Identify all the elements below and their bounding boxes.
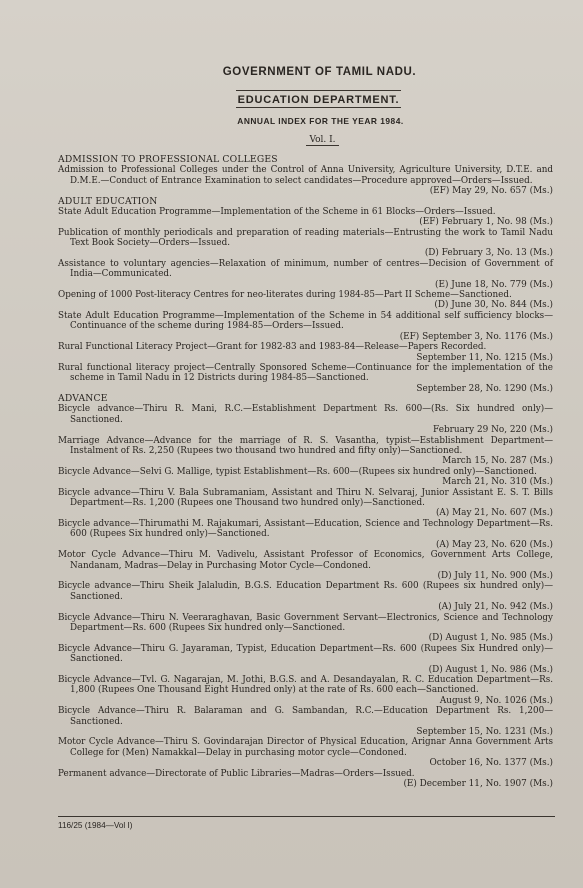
index-entry	[58, 290, 553, 300]
entry-reference: September 15, No. 1231 (Ms.)	[416, 727, 553, 738]
page-footer	[58, 816, 555, 830]
index-entry	[58, 581, 553, 602]
volume-label: Vol. I.	[306, 135, 338, 146]
entry-text: Publication of monthly periodicals and preparation of reading materials—Entrusting the work to Tamil Nadu Text Book Society—Orders—Issued.	[58, 227, 553, 249]
entry-text: State Adult Education Programme—Implementation of the Scheme in 54 additional self sufficiency blocks—Continuance of the scheme during 1984-85—Orders—Issued.	[58, 310, 553, 332]
entry-reference: March 21, No. 310 (Ms.)	[442, 477, 553, 488]
entry-reference: (EF) September 3, No. 1176 (Ms.)	[399, 331, 553, 342]
entry-reference: (A) May 21, No. 607 (Ms.)	[435, 508, 553, 519]
entry-reference: (E) June 18, No. 779 (Ms.)	[435, 279, 553, 290]
index-entry	[58, 363, 553, 384]
entry-text: Bicycle advance—Thirumathi M. Rajakumari, Assistant—Education, Science and Technology Department—Rs. 600 (Rupees Six hundred only)—Sanctioned.	[58, 518, 553, 540]
index-entry	[58, 644, 553, 665]
entry-text: Bicycle Advance—Tvl. G. Nagarajan, M. Jothi, B.G.S. and A. Desandayalan, R. C. Education Department—Rs. 1,800 (Rupees One Thousand Eight Hundred only) at the rate of Rs. 600 each—Sanctioned.	[58, 674, 553, 696]
entry-reference: March 15, No. 287 (Ms.)	[442, 456, 553, 467]
index-entry	[58, 737, 553, 758]
entry-text: Motor Cycle Advance—Thiru S. Govindarajan Director of Physical Education, Arignar Anna Government Arts College for (Men) Namakkal—Delay in purchasing motor cycle—Condoned.	[58, 737, 553, 758]
index-entry	[58, 488, 553, 509]
entry-reference: (D) August 1, No. 986 (Ms.)	[428, 664, 553, 675]
index-entry	[58, 706, 553, 727]
entry-reference: August 9, No. 1026 (Ms.)	[439, 695, 553, 706]
entry-text: Bicycle advance—Thiru V. Bala Subramaniam, Assistant and Thiru N. Selvaraj, Junior Assistant E. S. T. Bills Department—Rs. 1,200 (Rupees one Thousand two hundred only)—Sanctioned.	[58, 487, 553, 509]
index-title: ANNUAL INDEX FOR THE YEAR 1984.	[237, 116, 404, 126]
entry-text: Bicycle Advance—Thiru N. Veeraraghavan, Basic Government Servant—Electronics, Science and Technology Department—Rs. 600 (Rupees Six hundred only—Sanctioned.	[58, 612, 553, 633]
entry-text: Assistance to voluntary agencies—Relaxation of minimum, number of centres—Decision of Government of India—Communicated.	[58, 258, 553, 280]
department-title: EDUCATION DEPARTMENT.	[236, 90, 402, 108]
section-heading: ADMISSION TO PROFESSIONAL COLLEGES	[58, 154, 278, 165]
index-entry	[58, 311, 553, 332]
entry-reference: (EF) May 29, No. 657 (Ms.)	[429, 186, 553, 197]
index-entry	[58, 769, 553, 779]
entry-text: Rural functional literacy project—Centrally Sponsored Scheme—Continuance for the implementation of the scheme in Tamil Nadu in 12 Districts during 1984-85—Sanctioned.	[58, 362, 553, 384]
index-entry	[58, 519, 553, 540]
entry-text: Permanent advance—Directorate of Public Libraries—Madras—Orders—Issued.	[58, 768, 415, 779]
entry-reference: (A) May 23, No. 620 (Ms.)	[435, 539, 553, 550]
footer-code: 116/25 (1984—Vol I)	[58, 821, 133, 830]
index-entry	[58, 259, 553, 280]
entry-text: Bicycle advance—Thiru R. Mani, R.C.—Establishment Department Rs. 600—(Rs. Six hundred only)—Sanctioned.	[58, 404, 553, 425]
index-entry	[58, 467, 553, 477]
entry-text: Admission to Professional Colleges under the Control of Anna University, Agriculture University, D.T.E. and D.M.E.—Conduct of Entrance Examination to select candidates—Procedure approved—Orders—Issued.	[58, 165, 553, 186]
entry-text: State Adult Education Programme—Implementation of the Scheme in 61 Blocks—Orders—Issued.	[58, 206, 496, 217]
entry-reference: September 28, No. 1290 (Ms.)	[416, 383, 553, 394]
government-title: GOVERNMENT OF TAMIL NADU.	[222, 66, 417, 78]
entry-reference: (EF) February 1, No. 98 (Ms.)	[419, 217, 553, 228]
entry-reference: (D) June 30, No. 844 (Ms.)	[434, 300, 553, 311]
index-entry	[58, 165, 553, 186]
entry-reference: (D) February 3, No. 13 (Ms.)	[424, 248, 553, 259]
entry-text: Marriage Advance—Advance for the marriage of R. S. Vasantha, typist—Establishment Department—Instalment of Rs. 2,250 (Rupees two thousand two hundred and fifty only)—Sanctioned.	[58, 435, 553, 457]
section-heading: ADVANCE	[58, 393, 108, 405]
index-entry	[58, 613, 553, 634]
index-entry	[58, 436, 553, 457]
entry-text: Bicycle Advance—Selvi G. Mallige, typist Establishment—Rs. 600—(Rupees six hundred only)—Sanctioned.	[58, 466, 537, 477]
entry-reference: October 16, No. 1377 (Ms.)	[429, 758, 553, 769]
index-entry	[58, 550, 553, 571]
entry-text: Bicycle Advance—Thiru R. Balaraman and G. Sambandan, R.C.—Education Department Rs. 1,200—Sanctioned.	[58, 706, 553, 727]
index-entry	[58, 342, 553, 352]
entry-reference: (D) August 1, No. 985 (Ms.)	[428, 633, 553, 644]
entry-reference: (A) July 21, No. 942 (Ms.)	[438, 602, 553, 613]
index-entry	[58, 404, 553, 425]
entry-text: Rural Functional Literacy Project—Grant for 1982-83 and 1983-84—Release—Papers Recorded.	[58, 342, 487, 353]
index-entry	[58, 228, 553, 249]
entry-reference: February 29 No, 220 (Ms.)	[433, 425, 553, 436]
entry-text: Opening of 1000 Post-literacy Centres for neo-literates during 1984-85—Part II Scheme—Sanctioned.	[58, 290, 512, 301]
section-heading: ADULT EDUCATION	[58, 195, 158, 207]
entry-reference: (E) December 11, No. 1907 (Ms.)	[403, 779, 553, 790]
entry-reference: September 11, No. 1215 (Ms.)	[416, 352, 553, 363]
header	[58, 66, 553, 145]
entry-text: Bicycle advance—Thiru Sheik Jalaludin, B.G.S. Education Department Rs. 600 (Rupees six hundred only)—Sanctioned.	[58, 581, 553, 602]
entry-text: Bicycle Advance—Thiru G. Jayaraman, Typist, Education Department—Rs. 600 (Rupees Six Hundred only)—Sanctioned.	[58, 643, 553, 665]
entry-reference: (D) July 11, No. 900 (Ms.)	[437, 570, 553, 581]
index-entry	[58, 207, 553, 217]
entry-text: Motor Cycle Advance—Thiru M. Vadivelu, Assistant Professor of Economics, Government Arts College, Nandanam, Madras—Delay in Purchasing Motor Cycle—Condoned.	[58, 550, 553, 571]
index-content	[58, 155, 553, 789]
index-entry	[58, 675, 553, 696]
